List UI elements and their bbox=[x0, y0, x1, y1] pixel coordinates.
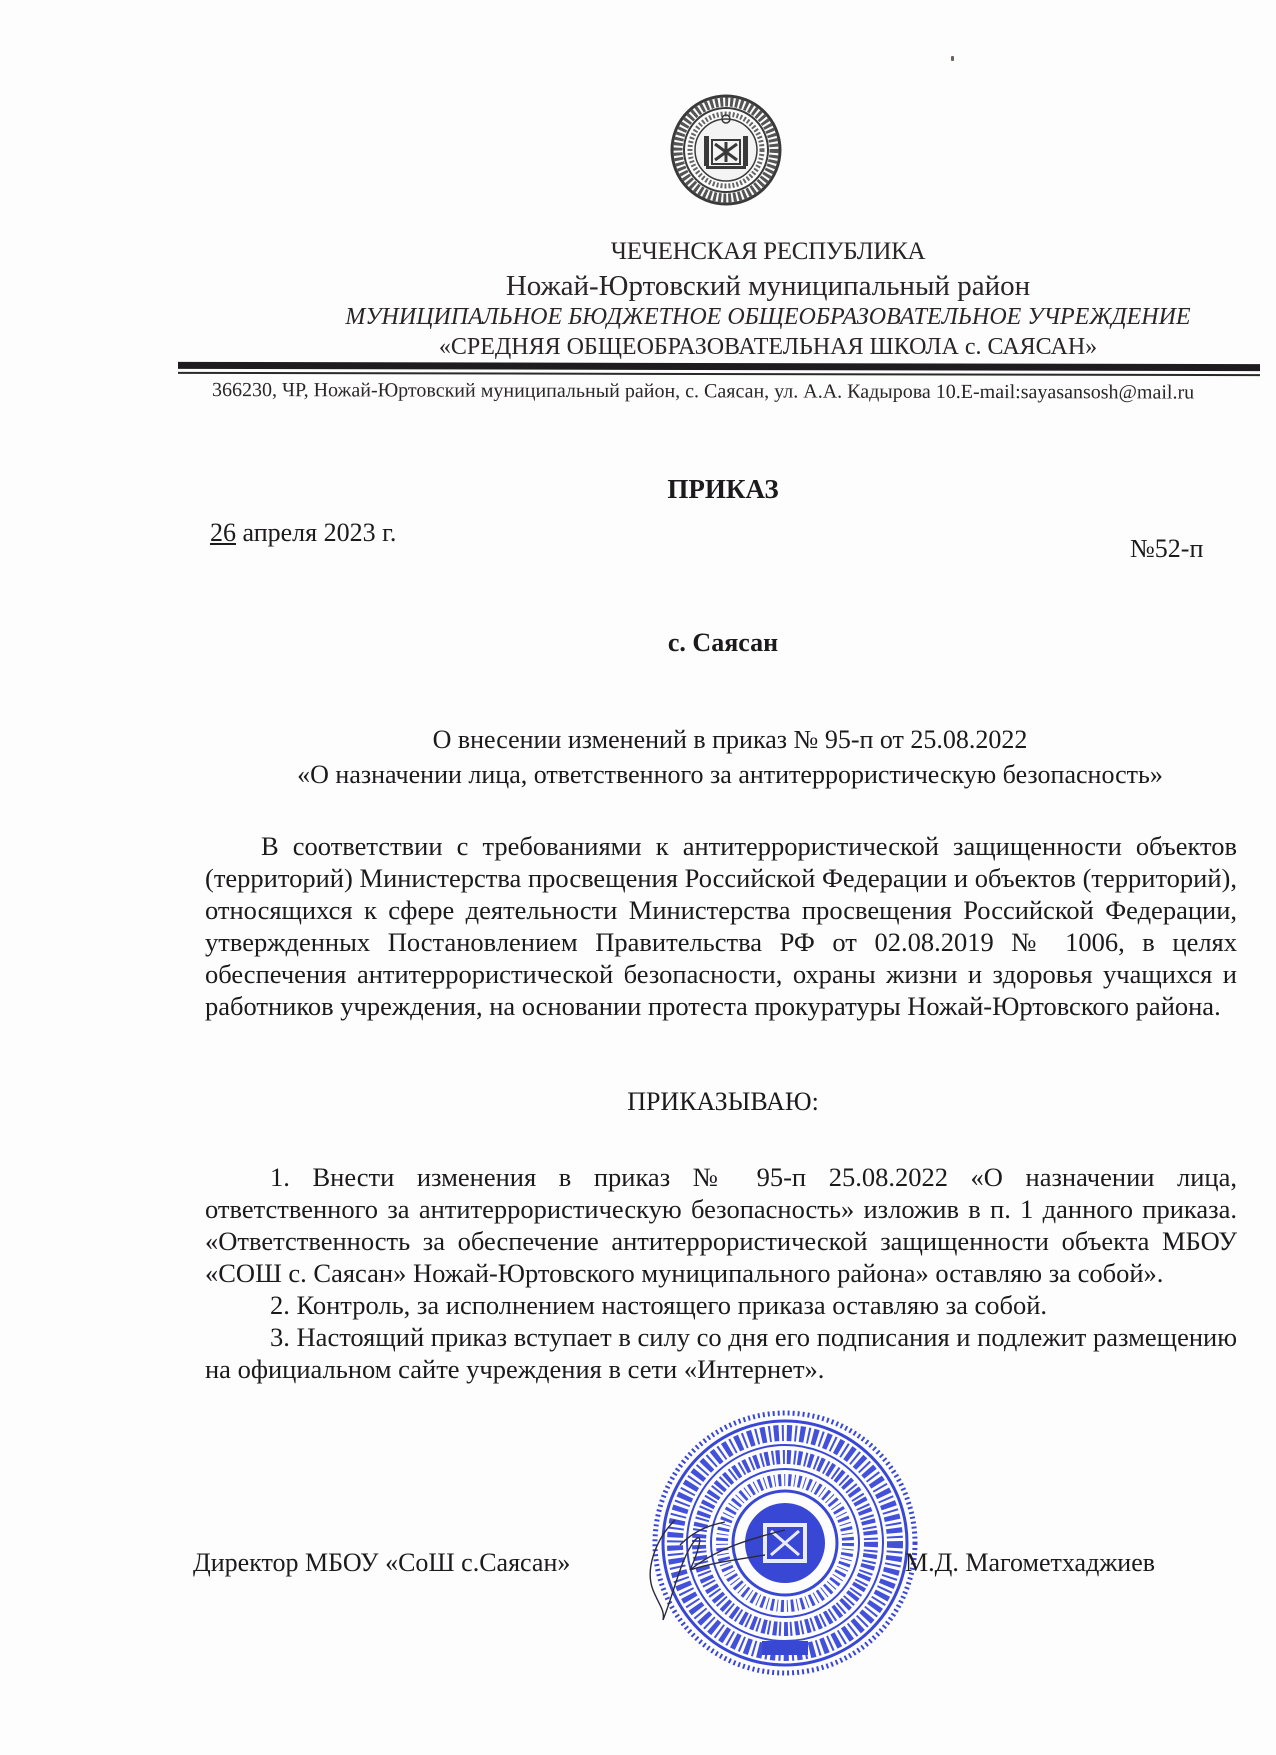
document-date-day: 26 bbox=[210, 518, 236, 547]
chechen-republic-emblem-icon bbox=[668, 88, 784, 212]
letterhead-divider-thick bbox=[178, 362, 1260, 371]
document-title: ПРИКАЗ bbox=[667, 474, 779, 504]
scan-speck bbox=[951, 56, 954, 61]
subject-line-1: О внесении изменений в приказ № 95-п от 25.08.2022 bbox=[432, 725, 1028, 754]
order-item-1: 1. Внести изменения в приказ № 95-п 25.08.2022 «О назначении лица, ответственного за антитеррористическую безопасность» изложив в п. 1 данного приказа. «Ответственность за обеспечение антитеррористической защищенности объекта МБОУ «СОШ с. Саясан» Ножай-Юртовского муниципального района» оставляю за собой». bbox=[205, 1162, 1237, 1288]
subject-line-2: «О назначении лица, ответственного за антитеррористическую безопасность» bbox=[297, 760, 1163, 789]
document-subject bbox=[200, 722, 1260, 792]
letterhead-district: Ножай-Юртовский муниципальный район bbox=[505, 270, 1031, 302]
order-heading: ПРИКАЗЫВАЮ: bbox=[627, 1087, 819, 1116]
order-item-2: 2. Контроль, за исполнением настоящего приказа оставляю за собой. bbox=[270, 1290, 1048, 1320]
signatory-name: М.Д. Магометхаджиев bbox=[905, 1548, 1156, 1577]
letterhead-divider-thin bbox=[178, 372, 1260, 376]
document-place: с. Саясан bbox=[667, 628, 779, 657]
letterhead-institution-type: МУНИЦИПАЛЬНОЕ БЮДЖЕТНОЕ ОБЩЕОБРАЗОВАТЕЛЬНОЕ УЧРЕЖДЕНИЕ bbox=[345, 304, 1191, 330]
order-items-list bbox=[205, 1161, 1237, 1385]
document-date bbox=[210, 518, 396, 548]
document-date-rest: апреля 2023 г. bbox=[236, 518, 397, 547]
order-item-3: 3. Настоящий приказ вступает в силу со дня его подписания и подлежит размещению на официальном сайте учреждения в сети «Интернет». bbox=[205, 1322, 1237, 1384]
letterhead-address: 366230, ЧР, Ножай-Юртовский муниципальный район, с. Саясан, ул. А.А. Кадырова 10.E-mail:sayasansosh@mail.ru bbox=[211, 379, 1195, 404]
signatory-position: Директор МБОУ «СоШ с.Саясан» bbox=[193, 1548, 571, 1577]
letterhead-republic: ЧЕЧЕНСКАЯ РЕСПУБЛИКА bbox=[610, 238, 926, 265]
letterhead-school-name: «СРЕДНЯЯ ОБЩЕОБРАЗОВАТЕЛЬНАЯ ШКОЛА с. САЯСАН» bbox=[438, 334, 1098, 360]
handwritten-signature-icon bbox=[635, 1500, 805, 1630]
preamble-paragraph: В соответствии с требованиями к антитеррористической защищенности объектов (территорий) Министерства просвещения Российской Федерации и объектов (территорий), относящихся к сфере деятельности Министерства просвещения Российской Федерации, утвержденных Постановлением Правительства РФ от 02.08.2019 № 1006, в целях обеспечения антитеррористической безопасности, охраны жизни и здоровья учащихся и работников учреждения, на основании протеста прокуратуры Ножай-Юртовского района. bbox=[205, 831, 1237, 1021]
document-number: №52-п bbox=[1130, 534, 1204, 563]
